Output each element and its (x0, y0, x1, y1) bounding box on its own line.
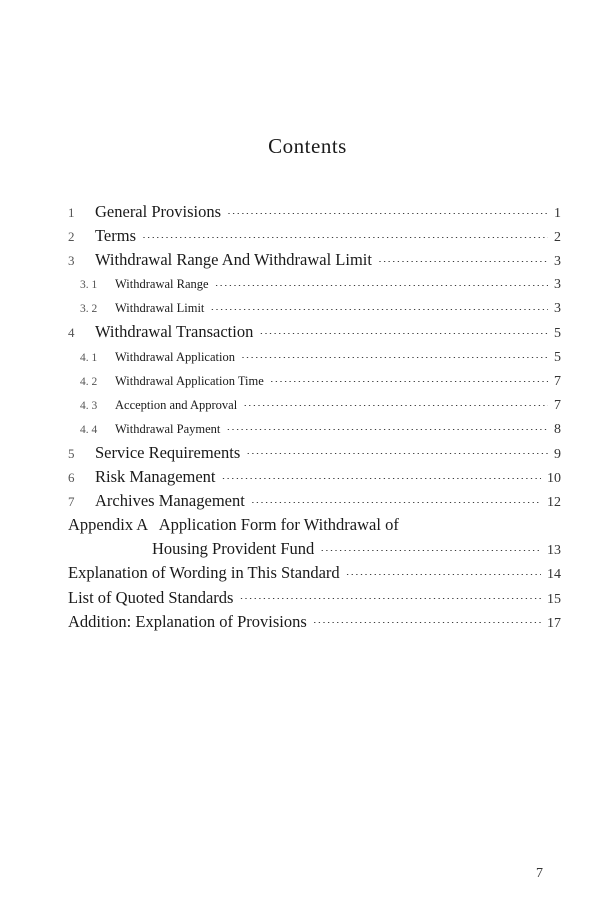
dot-leader (210, 309, 548, 310)
dot-leader (251, 502, 541, 503)
dot-leader (239, 598, 541, 599)
toc-entry-label: Addition: Explanation of Provisions (68, 611, 307, 631)
toc-entry-number: 5 (68, 445, 75, 461)
toc-entry[interactable] (68, 465, 561, 489)
dot-leader (313, 622, 541, 623)
toc-entry-page: 13 (547, 543, 561, 559)
toc-subentry[interactable] (68, 417, 561, 441)
toc-entry-label: Withdrawal Application (115, 349, 235, 364)
toc-entry[interactable] (68, 441, 561, 465)
toc-entry-label: Acception and Approval (115, 397, 238, 412)
toc-entry-label: Housing Provident Fund (152, 539, 315, 559)
toc-entry-label: Withdrawal Range And Withdrawal Limit (95, 250, 372, 270)
toc-entry-page: 10 (547, 471, 561, 487)
toc-subentry[interactable] (68, 393, 561, 417)
toc-entry-number: 7 (68, 494, 75, 510)
dot-leader (227, 213, 548, 214)
page-title: Contents (268, 134, 347, 158)
dot-leader (243, 405, 548, 406)
dot-leader (241, 357, 548, 358)
toc-entry-label: Service Requirements (95, 442, 241, 462)
toc-entry[interactable] (68, 320, 561, 344)
toc-entry-label: Withdrawal Transaction (95, 322, 254, 342)
toc-entry-label: Withdrawal Payment (115, 421, 221, 436)
toc-entry-label: Archives Management (95, 491, 245, 511)
toc-entry-number: 4 (68, 325, 75, 341)
toc-entry-page: 14 (547, 567, 561, 583)
toc-subentry[interactable] (68, 296, 561, 320)
toc-entry-number: 4. 1 (80, 351, 98, 364)
toc-entry-page: 12 (547, 495, 561, 511)
dot-leader (215, 285, 548, 286)
toc-entry-page: 9 (554, 446, 561, 462)
toc-entry[interactable] (68, 610, 561, 634)
toc-subentry[interactable] (68, 272, 561, 296)
toc-entry[interactable] (68, 200, 561, 224)
toc-appendix-entry[interactable] (68, 513, 561, 537)
toc-entry-label: General Provisions (95, 202, 222, 221)
toc-entry[interactable] (68, 224, 561, 248)
dot-leader (222, 478, 541, 479)
dot-leader (320, 550, 541, 551)
toc-appendix-continuation[interactable] (68, 537, 561, 561)
toc-entry-page: 3 (554, 254, 561, 270)
toc-entry-label: Risk Management (95, 467, 216, 487)
dot-leader (246, 453, 548, 454)
toc-entry-page: 17 (547, 615, 561, 631)
toc-entry-number: 1 (68, 205, 75, 220)
toc-entry-label: Appendix A Application Form for Withdrawal of (68, 515, 399, 535)
toc-entry-page: 7 (554, 373, 561, 389)
toc-entry-number: 6 (68, 470, 75, 486)
dot-leader (346, 574, 541, 575)
dot-leader (270, 381, 548, 382)
toc-entry-label: Explanation of Wording in This Standard (68, 563, 340, 583)
toc-entry[interactable] (68, 561, 561, 585)
toc-entry-number: 3 (68, 253, 75, 269)
toc-entry-number: 4. 4 (80, 423, 98, 436)
toc-entry-number: 4. 3 (80, 399, 98, 412)
dot-leader (259, 333, 548, 334)
toc-entry-page: 5 (554, 326, 561, 342)
toc-entry-page: 5 (554, 349, 561, 365)
toc-entry-label: Withdrawal Range (115, 277, 209, 292)
toc-entry-number: 3. 2 (80, 303, 98, 316)
toc-entry-page: 8 (554, 421, 561, 437)
dot-leader (226, 429, 548, 430)
toc-entry-number: 4. 2 (80, 375, 98, 388)
dot-leader (142, 237, 548, 238)
toc-entry-label: Withdrawal Application Time (115, 373, 264, 388)
toc-entry-label: Terms (95, 226, 137, 246)
toc-subentry[interactable] (68, 345, 561, 369)
toc-entry[interactable] (68, 586, 561, 610)
toc-subentry[interactable] (68, 369, 561, 393)
toc-entry-label: Withdrawal Limit (115, 301, 205, 316)
dot-leader (378, 261, 548, 262)
table-of-contents (68, 200, 561, 634)
toc-entry-number: 2 (68, 229, 75, 245)
toc-entry[interactable] (68, 489, 561, 513)
toc-entry-page: 7 (554, 397, 561, 413)
toc-entry-page: 3 (554, 277, 561, 293)
toc-entry-page: 15 (547, 591, 561, 607)
toc-entry-page: 2 (554, 230, 561, 246)
page-number: 7 (536, 866, 543, 881)
toc-entry-page: 3 (554, 301, 561, 317)
toc-entry[interactable] (68, 248, 561, 272)
toc-entry-number: 3. 1 (80, 279, 98, 292)
toc-entry-label: List of Quoted Standards (68, 587, 234, 607)
toc-entry-page: 1 (554, 206, 561, 221)
